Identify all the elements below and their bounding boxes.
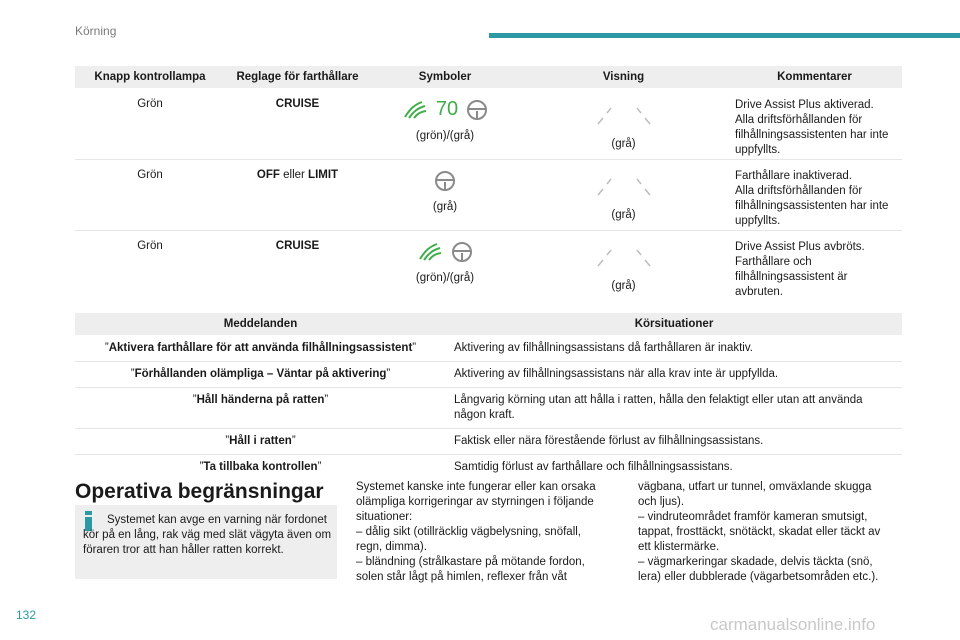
table-row — [75, 454, 902, 480]
steering-wheel-icon — [466, 99, 488, 121]
table-row — [75, 335, 902, 361]
situation-cell: Aktivering av filhållningsassistans då farthållaren är inaktiv. — [446, 335, 902, 361]
comment-cell — [727, 230, 902, 301]
text-column-2 — [356, 480, 618, 585]
page-number: 132 — [16, 608, 37, 622]
watermark: carmanualsonline.info — [710, 615, 876, 634]
col-header: Meddelanden — [75, 313, 446, 335]
lane-lines-icon — [594, 100, 654, 126]
speed-value: 70 — [435, 98, 459, 120]
control-cell — [225, 159, 370, 230]
lane-lines-icon — [594, 171, 654, 197]
header-accent-bar — [489, 33, 960, 38]
display-cell — [520, 230, 727, 301]
text-line: – vägmarkeringar skadade, delvis täckta (snö, — [638, 556, 873, 568]
control-cell: CRUISE — [225, 88, 370, 159]
table-row — [75, 159, 902, 230]
text-line: solen står lågt på himlen, reflexer från våt — [356, 571, 567, 583]
section-title: Operativa begränsningar — [75, 480, 324, 503]
message-cell — [75, 428, 446, 454]
status-table — [75, 66, 902, 301]
quote-close: ” — [317, 460, 322, 473]
comment-line: Farthållare inaktiverad. — [735, 169, 852, 182]
comment-line: Drive Assist Plus avbröts. — [735, 240, 865, 253]
comment-line: Drive Assist Plus aktiverad. — [735, 98, 874, 111]
text-line: vägbana, utfart ur tunnel, omväxlande skugga — [638, 481, 872, 493]
section-header: Körning — [75, 24, 117, 38]
info-text: Systemet kan avge en varning när fordonet kör på en lång, rak väg med slät vägyta även om föraren tror att han håller ratten korrekt. — [83, 514, 332, 556]
message-text: Ta tillbaka kontrollen — [203, 460, 318, 473]
quote-open: ” — [199, 460, 204, 473]
lamp-cell: Grön — [75, 88, 225, 159]
col-header: Visning — [520, 66, 727, 88]
situation-cell: Samtidig förlust av farthållare och filhållningsassistans. — [446, 454, 902, 480]
table-row — [75, 88, 902, 159]
comment-cell — [727, 159, 902, 230]
symbol-cell — [370, 230, 520, 301]
comment-line: Farthållare och filhållningsassistent är — [735, 255, 848, 283]
text-column-3 — [638, 480, 902, 585]
text-line: – dålig sikt (otillräcklig vägbelysning, snöfall, — [356, 526, 581, 538]
symbol-caption: (grå) — [432, 200, 458, 213]
comment-cell — [727, 88, 902, 159]
message-cell — [75, 361, 446, 387]
steering-wheel-icon — [434, 170, 456, 192]
comment-line: Alla driftsförhållanden för — [735, 113, 863, 126]
messages-table-header — [75, 313, 902, 335]
text-line: – bländning (strålkastare på mötande fordon, — [356, 556, 585, 568]
symbol-caption: (grön)/(grå) — [415, 271, 475, 284]
comment-line: Alla driftsförhållanden för — [735, 184, 863, 197]
display-cell — [520, 88, 727, 159]
lane-lines-icon — [594, 242, 654, 268]
text-line: ett klistermärke. — [638, 541, 720, 553]
status-table-header — [75, 66, 902, 88]
table-row — [75, 230, 902, 301]
text-line: och ljus). — [638, 496, 685, 508]
col-header: Reglage för farthållare — [225, 66, 370, 88]
steering-wheel-icon — [451, 241, 473, 263]
quote-close: ” — [386, 367, 391, 380]
table-row — [75, 361, 902, 387]
control-separator: eller — [279, 168, 309, 181]
quote-open: ” — [130, 367, 135, 380]
control-off: OFF — [256, 168, 280, 181]
message-text: Aktivera farthållare för att använda filhållningsassistent — [108, 341, 413, 354]
symbol-caption: (grön)/(grå) — [415, 129, 475, 142]
message-text: Håll i ratten — [229, 434, 292, 447]
messages-table — [75, 313, 902, 480]
text-line: olämpliga korrigeringar av styrningen i följande — [356, 496, 594, 508]
text-line: lera) eller dubblerade (vägarbetsområden etc.). — [638, 571, 879, 583]
quote-close: ” — [324, 393, 329, 406]
comment-line: filhållningsassistenten har inte uppfyllts. — [735, 128, 889, 156]
situation-cell: Aktivering av filhållningsassistans när alla krav inte är uppfyllda. — [446, 361, 902, 387]
quote-close: ” — [291, 434, 296, 447]
lamp-cell: Grön — [75, 159, 225, 230]
col-header: Knapp kontrollampa — [75, 66, 225, 88]
message-cell — [75, 454, 446, 480]
situation-cell: Långvarig körning utan att hålla i ratten, hålla den felaktigt eller utan att använda någon kraft. — [446, 387, 902, 428]
quote-open: ” — [225, 434, 230, 447]
quote-open: ” — [104, 341, 109, 354]
text-line: – vindruteområdet framför kameran smutsigt, — [638, 511, 868, 523]
hands-on-wheel-icon — [417, 241, 443, 263]
symbol-cell — [370, 88, 520, 159]
situation-cell: Faktisk eller nära förestående förlust av filhållningsassistans. — [446, 428, 902, 454]
text-line: tappat, frosttäckt, snötäckt, skadat eller täckt av — [638, 526, 881, 538]
message-text: Håll händerna på ratten — [196, 393, 325, 406]
symbol-cell — [370, 159, 520, 230]
text-line: regn, dimma). — [356, 541, 427, 553]
table-row — [75, 387, 902, 428]
lamp-cell: Grön — [75, 230, 225, 301]
control-limit: LIMIT — [308, 168, 339, 181]
comment-line: filhållningsassistenten har inte uppfyllts. — [735, 199, 889, 227]
comment-line: avbruten. — [735, 285, 783, 298]
display-caption: (grå) — [611, 279, 636, 292]
quote-close: ” — [412, 341, 417, 354]
text-line: situationer: — [356, 511, 413, 523]
quote-open: ” — [192, 393, 197, 406]
col-header: Symboler — [370, 66, 520, 88]
col-header: Kommentarer — [727, 66, 902, 88]
hands-on-wheel-icon — [402, 99, 428, 121]
control-cell: CRUISE — [225, 230, 370, 301]
text-line: Systemet kanske inte fungerar eller kan orsaka — [356, 481, 596, 493]
display-caption: (grå) — [611, 137, 636, 150]
message-cell — [75, 335, 446, 361]
col-header: Körsituationer — [446, 313, 902, 335]
display-caption: (grå) — [611, 208, 636, 221]
display-cell — [520, 159, 727, 230]
table-row — [75, 428, 902, 454]
message-text: Förhållanden olämpliga – Väntar på aktivering — [134, 367, 387, 380]
message-cell — [75, 387, 446, 428]
